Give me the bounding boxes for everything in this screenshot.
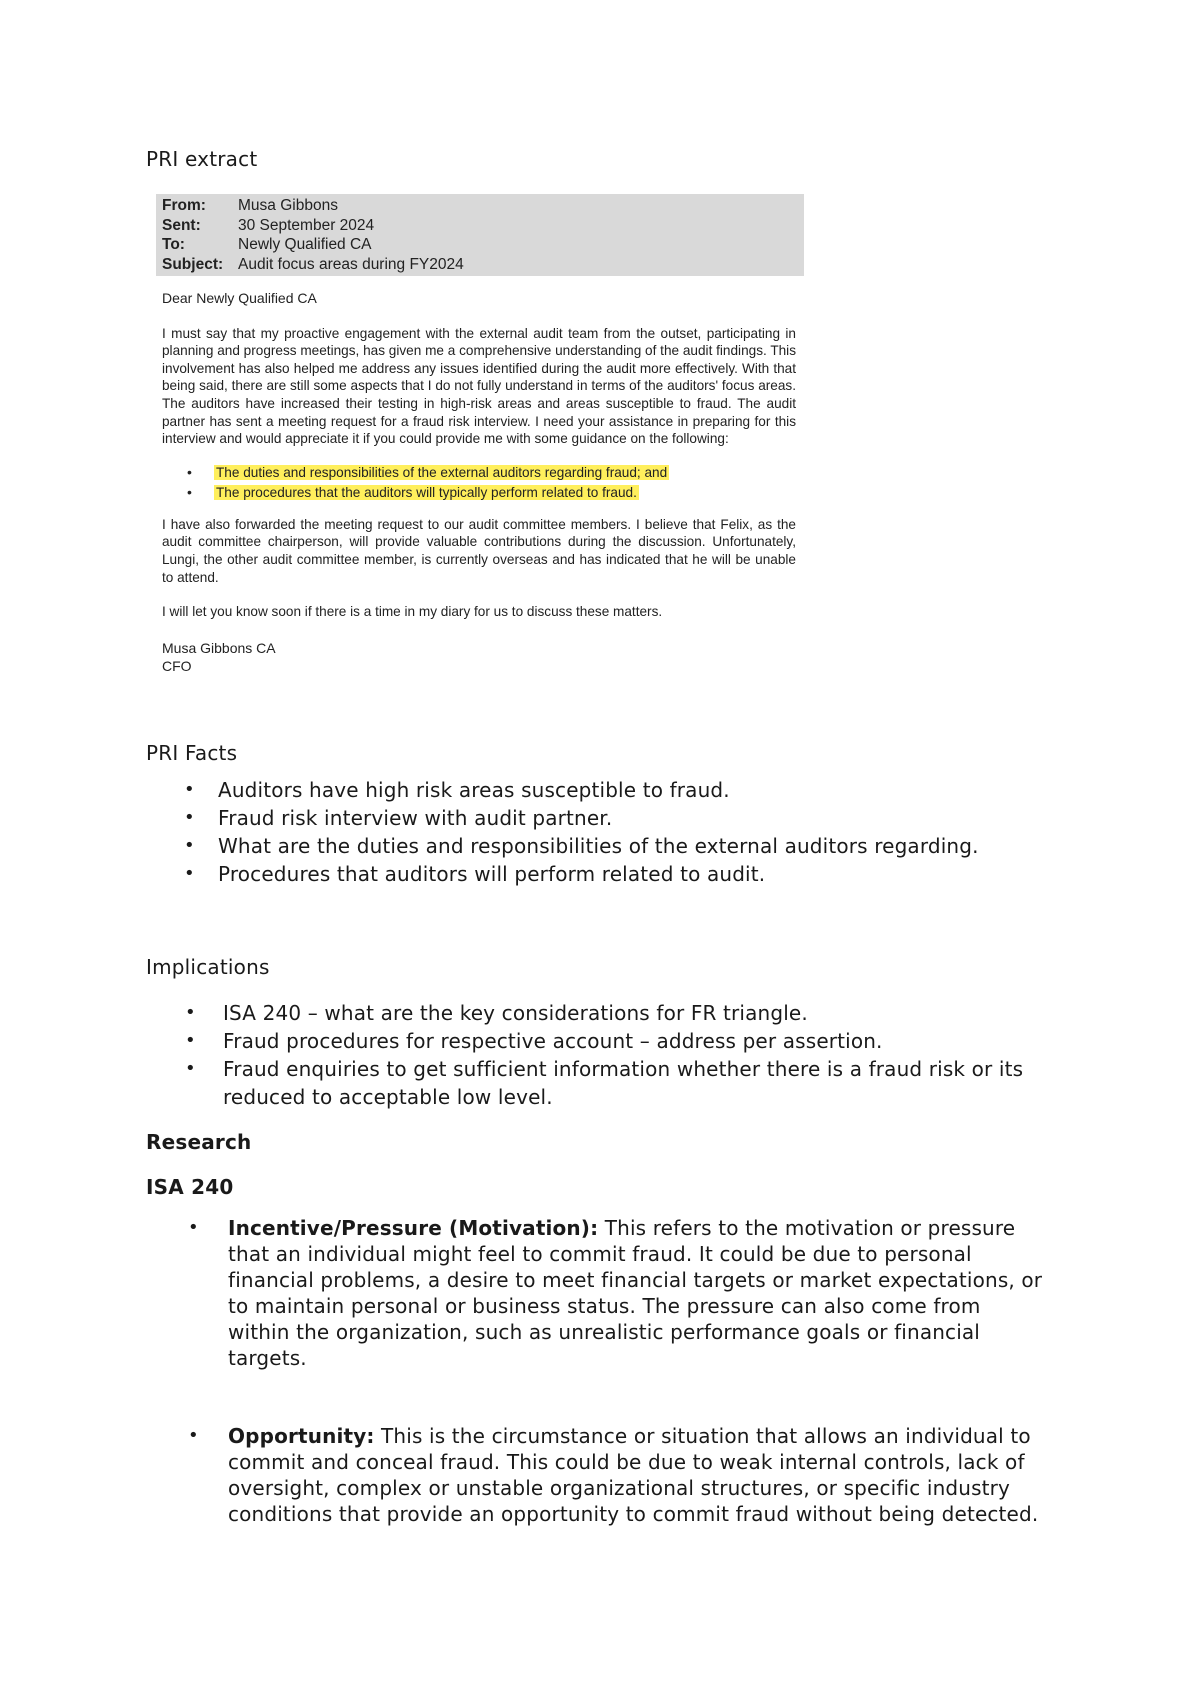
email-to-value: Newly Qualified CA: [238, 236, 372, 253]
list-item: [214, 464, 796, 482]
list-item: [228, 1423, 1048, 1527]
email-from-label: From:: [162, 197, 206, 214]
email-sent-row: [162, 216, 796, 236]
implications-heading: Implications: [146, 955, 270, 979]
signature-name: Musa Gibbons CA: [162, 639, 276, 656]
email-body: [156, 290, 796, 675]
item-text: This refers to the motivation or pressure that an individual might feel to commit fraud. It could be due to personal financial problems, a desire to meet financial targets or market expectations, or to maintain personal or business status. The pressure can also come from within the organization, such as unrealistic performance goals or financial targets.: [228, 1216, 1043, 1370]
email-highlighted-list: [162, 464, 796, 502]
list-item: • What are the duties and responsibilities of the external auditors regarding.: [218, 832, 979, 860]
isa-240-heading: ISA 240: [146, 1175, 234, 1199]
email-paragraph-2: I have also forwarded the meeting request to our audit committee members. I believe that Felix, as the audit committee chairperson, will provide valuable contributions during the discussion. Unfortunately, Lungi, the other audit committee member, is currently overseas and has indicated that he will be unable to attend.: [162, 516, 796, 585]
isa-240-list: [228, 1215, 1048, 1527]
email-paragraph-1: I must say that my proactive engagement with the external audit team from the outset, participating in planning and progress meetings, has given me a comprehensive understanding of the audit findings. This involvement has also helped me address any issues identified during the audit more effectively. With that being said, there are still some aspects that I do not fully understand in terms of the auditors' focus areas. The auditors have increased their testing in high-risk areas and areas susceptible to fraud. The audit partner has sent a meeting request for a fraud risk interview. I need your assistance in preparing for this interview and would appreciate it if you could provide me with some guidance on the following:: [162, 325, 796, 447]
list-item: • Auditors have high risk areas susceptible to fraud.: [218, 776, 979, 804]
highlighted-text: The duties and responsibilities of the external auditors regarding fraud; and: [216, 464, 668, 480]
list-item: • Fraud enquiries to get sufficient information whether there is a fraud risk or its reduced to acceptable low level.: [223, 1055, 1043, 1111]
research-heading: Research: [146, 1130, 252, 1154]
email-paragraph-3: I will let you know soon if there is a time in my diary for us to discuss these matters.: [162, 604, 663, 620]
email-extract: [156, 194, 806, 675]
email-from-row: [162, 196, 796, 216]
email-salutation: Dear Newly Qualified CA: [162, 290, 317, 306]
email-from-value: Musa Gibbons: [238, 197, 338, 214]
email-subject-label: Subject:: [162, 255, 224, 273]
item-text: This is the circumstance or situation that allows an individual to commit and conceal fraud. This could be due to weak internal controls, lack of oversight, complex or unstable organizational structures, or specific industry conditions that provide an opportunity to commit fraud without being detected.: [228, 1424, 1039, 1526]
email-subject-row: [162, 255, 796, 275]
list-item: • Fraud procedures for respective account – address per assertion.: [223, 1027, 1043, 1055]
highlighted-text: The procedures that the auditors will typically perform related to fraud.: [216, 485, 637, 501]
email-to-label: To:: [162, 236, 185, 253]
email-signature: [162, 639, 796, 675]
list-item: • Fraud risk interview with audit partner.: [218, 804, 979, 832]
email-to-row: [162, 235, 796, 255]
signature-title: CFO: [162, 657, 192, 674]
item-term: Incentive/Pressure (Motivation):: [228, 1216, 599, 1240]
pri-extract-heading: PRI extract: [146, 147, 258, 171]
email-sent-label: Sent:: [162, 216, 201, 234]
list-item: • Procedures that auditors will perform related to audit.: [218, 860, 979, 888]
pri-facts-heading: PRI Facts: [146, 741, 238, 765]
email-header: [156, 194, 804, 276]
list-item: [214, 484, 796, 502]
email-sent-value: 30 September 2024: [238, 216, 375, 234]
item-term: Opportunity:: [228, 1424, 375, 1448]
list-item: • ISA 240 – what are the key considerations for FR triangle.: [223, 999, 1043, 1027]
pri-facts-list: [218, 776, 979, 888]
implications-list: [223, 999, 1043, 1111]
list-item: [228, 1215, 1048, 1371]
email-subject-value: Audit focus areas during FY2024: [238, 255, 464, 273]
